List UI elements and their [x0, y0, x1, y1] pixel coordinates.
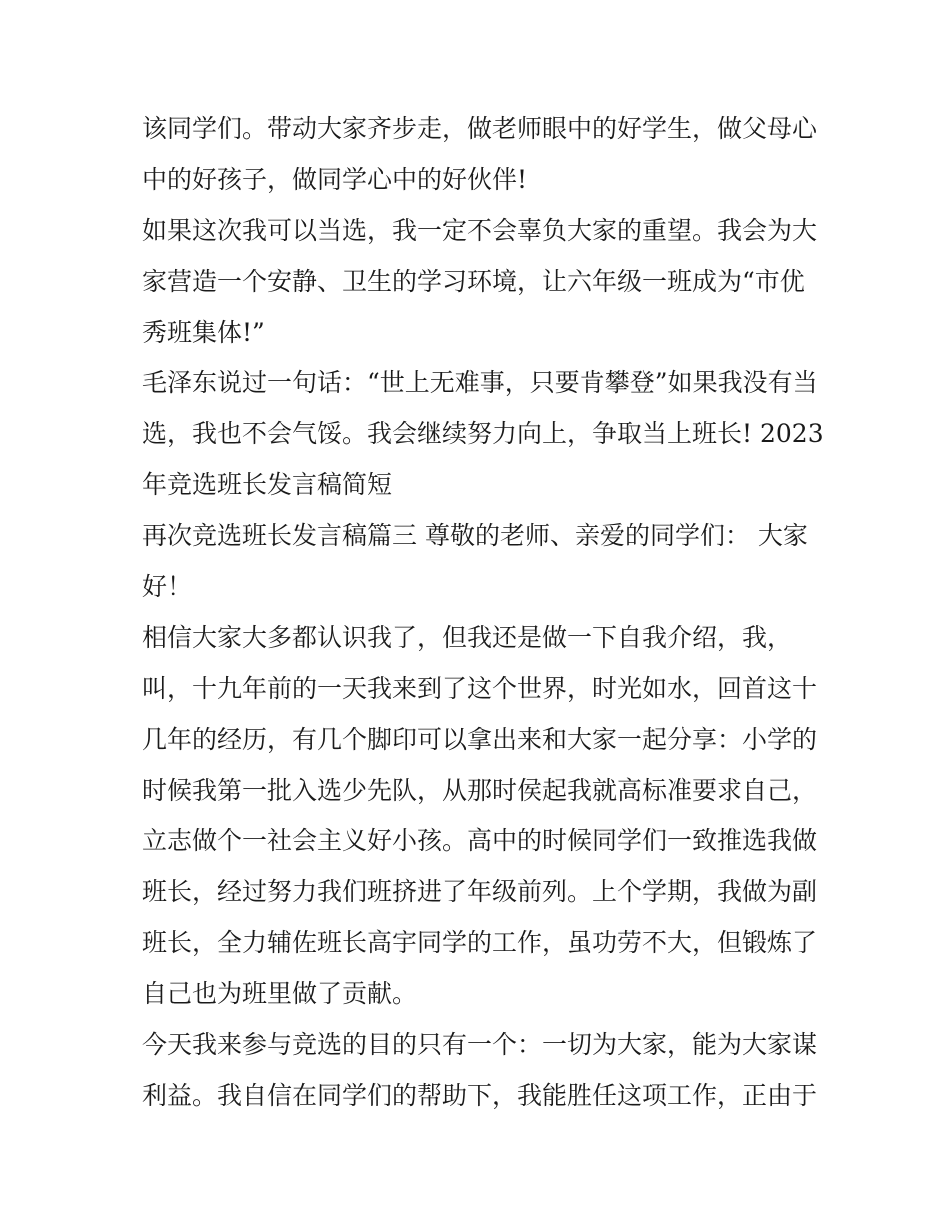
text-line: 如果这次我可以当选，我一定不会辜负大家的重望。我会为大	[142, 215, 818, 245]
text-line: 选，我也不会气馁。我会继续努力向上，争取当上班长! 2023	[142, 419, 824, 449]
text-line: 年竞选班长发言稿简短	[142, 470, 393, 500]
text-line: 时候我第一批入选少先队，从那时侯起我就高标准要求自己，	[142, 775, 818, 805]
text-line: 毛泽东说过一句话：“世上无难事，只要肯攀登”如果我没有当	[142, 368, 818, 398]
text-line: 相信大家大多都认识我了，但我还是做一下自我介绍，我，	[142, 622, 793, 652]
text-line: 再次竞选班长发言稿篇三 尊敬的老师、亲爱的同学们： 大家	[142, 521, 808, 551]
text-line: 班长，全力辅佐班长高宇同学的工作，虽功劳不大，但锻炼了	[142, 928, 818, 958]
text-line: 几年的经历，有几个脚印可以拿出来和大家一起分享：小学的	[142, 724, 818, 754]
text-line: 利益。我自信在同学们的帮助下，我能胜任这项工作，正由于	[142, 1080, 818, 1110]
text-line: 今天我来参与竞选的目的只有一个：一切为大家，能为大家谋	[142, 1030, 818, 1060]
text-line: 好！	[142, 572, 193, 602]
text-line: 该同学们。带动大家齐步走，做老师眼中的好学生，做父母心	[142, 114, 818, 143]
document-body	[142, 104, 822, 1122]
text-line: 中的好孩子，做同学心中的好伙伴!	[142, 164, 528, 194]
text-line: 家营造一个安静、卫生的学习环境，让六年级一班成为“市优	[142, 266, 805, 296]
text-line: 自己也为班里做了贡献。	[142, 979, 418, 1009]
text-line: 叫，十九年前的一天我来到了这个世界，时光如水，回首这十	[142, 673, 818, 703]
text-line: 立志做个一社会主义好小孩。高中的时候同学们一致推选我做	[142, 826, 818, 856]
text-line: 秀班集体!”	[142, 317, 265, 347]
text-line: 班长，经过努力我们班挤进了年级前列。上个学期，我做为副	[142, 877, 818, 907]
